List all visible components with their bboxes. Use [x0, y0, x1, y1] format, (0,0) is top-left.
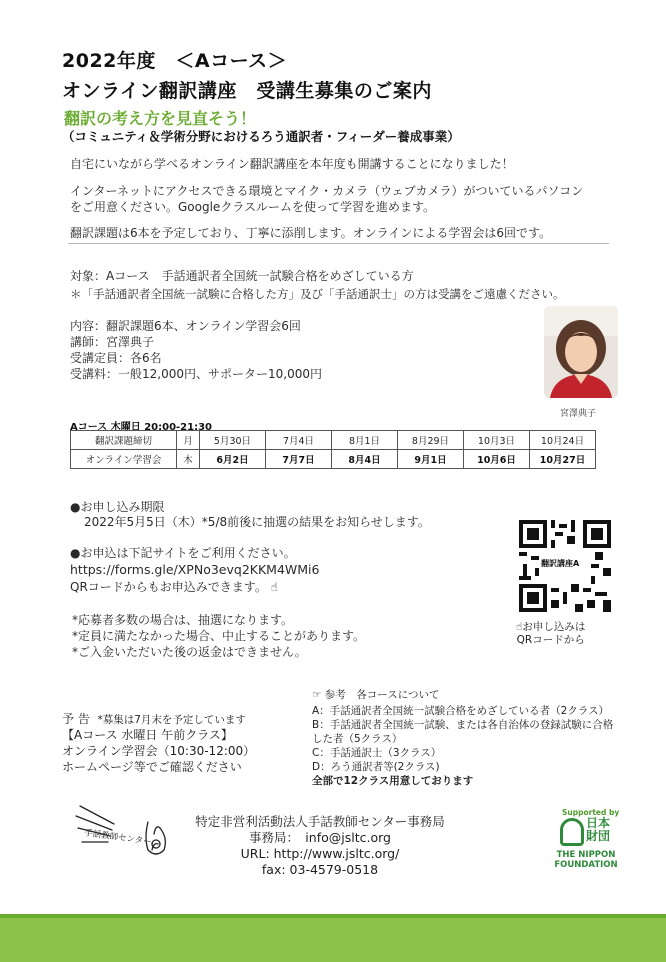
footer-email[interactable]: 事務局： info@jsltc.org	[249, 830, 391, 845]
table-row	[71, 450, 596, 469]
table-cell: 6月2日	[200, 450, 266, 469]
table-cell: 8月29日	[398, 431, 464, 450]
course-total: 全部で12クラス用意しております	[312, 775, 474, 787]
course-reference-heading: 参考 各コースについて	[324, 689, 440, 701]
preview-label: 予 告	[62, 712, 90, 726]
table-cell: 10月24日	[530, 431, 596, 450]
course-c: C：手話通訳士（3クラス）	[312, 747, 442, 759]
intro-paragraph-2a: インターネットにアクセスできる環境とマイク・カメラ（ウェブカメラ）がついているパソコン	[70, 184, 584, 198]
table-cell: 8月4日	[332, 450, 398, 469]
table-cell: 翻訳課題締切	[71, 431, 177, 450]
course-d: D：ろう通訳者等(2クラス)	[312, 761, 440, 773]
deadline-body: 2022年5月5日（木）*5/8前後に抽選の結果をお知らせします。	[84, 515, 430, 529]
table-cell: 9月1日	[398, 450, 464, 469]
table-cell: 10月27日	[530, 450, 596, 469]
preview-line1	[62, 711, 246, 728]
table-cell: オンライン学習会	[71, 450, 177, 469]
pointing-hand-icon: ☝	[516, 621, 523, 633]
jsltc-logo	[74, 798, 174, 878]
course-capacity: 受講定員：各6名	[70, 351, 162, 365]
divider	[68, 243, 609, 244]
course-fee: 受講料：一般12,000円、サポーター10,000円	[70, 367, 322, 381]
preview-note: *募集は7月末を予定しています	[97, 714, 246, 726]
schedule-title: Aコース 木曜日 20:00-21:30	[70, 422, 213, 433]
intro-paragraph-1: 自宅にいながら学べるオンライン翻訳講座を本年度も開講することになりました！	[70, 157, 514, 171]
table-cell: 木	[177, 450, 200, 469]
footer-fax: fax: 03-4579-0518	[261, 862, 379, 877]
deadline-heading: ●お申し込み期限	[70, 500, 165, 514]
note-item: *ご入金いただいた後の返金はできません。	[72, 645, 307, 659]
np-name	[548, 850, 624, 870]
footer-url[interactable]: URL: http://www.jsltc.org/	[240, 846, 400, 861]
course-reference	[312, 688, 613, 788]
np-kanji-1: 日本	[586, 816, 611, 830]
qr-center-label: 翻訳講座A	[541, 559, 580, 568]
qr-label-line1: お申し込みは	[522, 621, 586, 633]
table-cell: 8月1日	[332, 431, 398, 450]
qr-label-line2: QRコードから	[516, 634, 585, 646]
target-note: ＊「手話通訳者全国統一試験に合格した方」及び「手話通訳士」の方は受講をご遠慮ください。	[70, 287, 565, 301]
intro-paragraph-3: 翻訳課題は6本を予定しており、丁寧に添削します。オンラインによる学習会は6回です。	[70, 226, 551, 240]
np-kanji-2: 財団	[586, 829, 611, 843]
table-cell: 7月4日	[266, 431, 332, 450]
qr-note: QRコードからもお申込みできます。	[70, 580, 267, 594]
course-instructor: 講師：宮澤典子	[70, 335, 155, 349]
qr-label	[516, 621, 585, 647]
note-item: *応募者多数の場合は、抽選になります。	[72, 613, 294, 627]
course-b-cont: した者（5クラス）	[312, 733, 403, 745]
table-cell: 7月7日	[266, 450, 332, 469]
supported-by-label: Supported by	[562, 808, 620, 817]
pointing-hand-icon: ☞	[312, 689, 322, 701]
np-name-line1: THE NIPPON	[556, 850, 616, 860]
footer-org: 特定非営利活動法人手話教師センター事務局	[195, 814, 445, 829]
application-url-link[interactable]: https://forms.gle/XPNo3evq2KKM4WMi6	[70, 562, 320, 577]
course-content: 内容：翻訳課題6本、オンライン学習会6回	[70, 319, 301, 333]
application-qr-code[interactable]	[519, 520, 611, 612]
page-title-line1: 2022年度 ＜Aコース＞	[62, 50, 288, 72]
nippon-foundation-logo	[548, 808, 624, 876]
intro-paragraph-2b: をご用意ください。Googleクラスルームを使って学習を進めます。	[70, 200, 435, 214]
target-line: 対象：Aコース 手話通訳者全国統一試験合格をめざしている方	[70, 269, 414, 283]
table-row	[71, 431, 596, 450]
table-cell: 月	[177, 431, 200, 450]
table-cell: 10月3日	[464, 431, 530, 450]
schedule-table	[70, 430, 596, 469]
preview-line2: 【Aコース 水曜日 午前クラス】	[62, 728, 233, 742]
footer-bar	[0, 918, 666, 962]
project-name: （コミュニティ＆学術分野におけるろう通訳者・フィーダー養成事業）	[62, 129, 460, 144]
np-name-line2: FOUNDATION	[554, 860, 618, 870]
np-logo-mark	[560, 818, 584, 846]
apply-heading: ●お申込は下記サイトをご利用ください。	[70, 546, 296, 560]
qr-note-line	[70, 579, 278, 595]
note-item: *定員に満たなかった場合、中止することがあります。	[72, 629, 366, 643]
course-a: A：手話通訳者全国統一試験合格をめざしている者（2クラス）	[312, 705, 610, 717]
page-title-line2: オンライン翻訳講座 受講生募集のご案内	[62, 80, 432, 102]
jsltc-logo-text: 手話教師センター	[83, 828, 153, 848]
np-kanji	[586, 817, 610, 843]
pointing-hand-icon: ☝	[270, 580, 278, 594]
preview-line3: オンライン学習会（10:30-12:00）	[62, 744, 256, 758]
table-cell: 10月6日	[464, 450, 530, 469]
preview-line4: ホームページ等でご確認ください	[62, 760, 242, 774]
course-b: B：手話通訳者全国統一試験、または各自治体の登録試験に合格	[312, 719, 614, 731]
page-subtitle: 翻訳の考え方を見直そう！	[64, 109, 257, 128]
table-cell: 5月30日	[200, 431, 266, 450]
photo-caption: 宮澤典子	[560, 409, 597, 419]
instructor-photo	[544, 306, 618, 398]
